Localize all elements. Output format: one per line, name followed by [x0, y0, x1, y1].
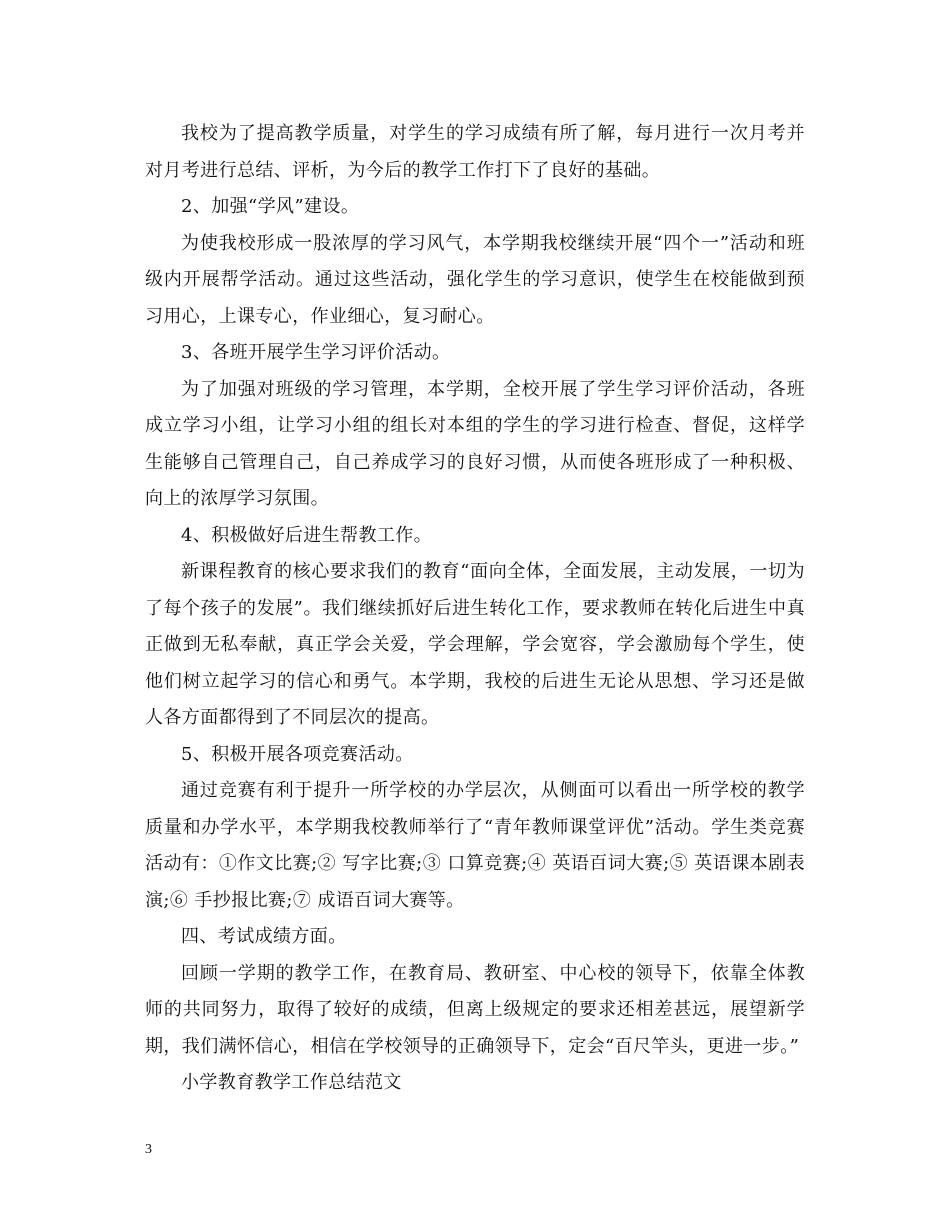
section-title: 小学教育教学工作总结范文: [181, 1072, 402, 1093]
paragraph-class-evaluation: 为了加强对班级的学习管理，本学期，全校开展了学生学习评价活动，各班成立学习小组，让学习小组的组长对本组的学生的学习进行检查、督促，这样学生能够自己管理自己，自己养成学习的良好习惯，从而使各班形成了一种积极、向上的浓厚学习氛围。: [145, 378, 805, 509]
paragraph-monthly-exam: 我校为了提高教学质量，对学生的学习成绩有所了解，每月进行一次月考并对月考进行总结、评析，为今后的教学工作打下了良好的基础。: [145, 123, 805, 181]
document-body: [145, 116, 805, 1102]
page-number: 3: [145, 1142, 152, 1157]
heading-exam-results: 四、考试成绩方面。: [181, 926, 347, 947]
heading-competitions: 5、积极开展各项竞赛活动。: [181, 743, 414, 765]
heading-tutoring: 4、积极做好后进生帮教工作。: [181, 524, 433, 546]
paragraph-competitions: 通过竞赛有利于提升一所学校的办学层次，从侧面可以看出一所学校的教学质量和办学水平，本学期我校教师举行了“青年教师课堂评优”活动。学生类竞赛活动有：①作文比赛;② 写字比赛;③ 口算竞赛;④ 英语百词大赛;⑤ 英语课本剧表演;⑥ 手抄报比赛;⑦ 成语百词大赛等。: [145, 780, 805, 911]
paragraph-tutoring: 新课程教育的核心要求我们的教育“面向全体，全面发展，主动发展，一切为了每个孩子的发展”。我们继续抓好后进生转化工作，要求教师在转化后进生中真正做到无私奉献，真正学会关爱，学会理解，学会宽容，学会激励每个学生，使他们树立起学习的信心和勇气。本学期，我校的后进生无论从思想、学习还是做人各方面都得到了不同层次的提高。: [145, 561, 805, 728]
paragraph-study-style: 为使我校形成一股浓厚的学习风气，本学期我校继续开展“四个一”活动和班级内开展帮学活动。通过这些活动，强化学生的学习意识，使学生在校能做到预习用心，上课专心，作业细心，复习耐心。: [145, 232, 805, 327]
heading-study-style: 2、加强“学风”建设。: [181, 196, 360, 217]
paragraph-exam-results: 回顾一学期的教学工作，在教育局、教研室、中心校的领导下，依靠全体教师的共同努力，取得了较好的成绩，但离上级规定的要求还相差甚远，展望新学期，我们满怀信心，相信在学校领导的正确领导下，定会“百尺竿头，更进一步。”: [145, 962, 805, 1057]
heading-class-evaluation: 3、各班开展学生学习评价活动。: [181, 342, 451, 363]
